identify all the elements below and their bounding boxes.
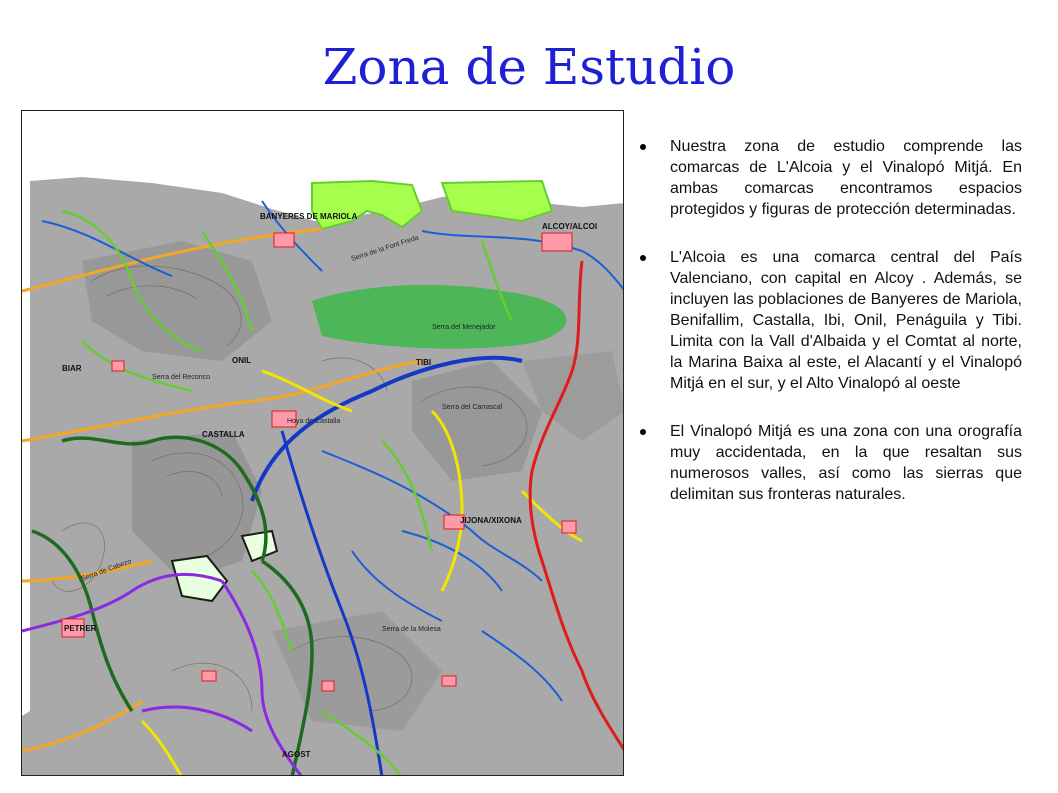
- map-label-banyeres: BANYERES DE MARIOLA: [260, 212, 358, 221]
- map-label-hoya: Hoya de Castalla: [287, 418, 341, 425]
- slide-title: Zona de Estudio: [322, 38, 736, 96]
- map-label-menejador: Serra del Menejador: [432, 324, 496, 331]
- bullet-dot-icon: [640, 255, 646, 261]
- map-label-biar: BIAR: [62, 364, 82, 373]
- map-graphic: [22, 111, 624, 776]
- map-label-onil: ONIL: [232, 356, 252, 365]
- map-label-agost: AGOST: [282, 750, 311, 759]
- map-label-jijona: JIJONA/XIXONA: [460, 516, 522, 525]
- map-label-alcoy: ALCOY/ALCOI: [542, 222, 598, 231]
- map-label-molesa: Serra de la Molesa: [382, 626, 441, 633]
- bullet-item: L'Alcoia es una comarca central del País Valenciano, con capital en Alcoy . Además, se incluyen las poblaciones de Banyeres de Mariola, Benifallim, Castalla, Ibi, Onil, Penáguila y Tibi. Limita con la Vall d'Albaida y el Comtat al norte, la Marina Baixa al este, el Alacantí y el Vinalopó Mitjá en el sur, y el Alto Vinalopó al oeste: [638, 247, 1022, 394]
- map-label-carrascal: Serra del Carrascal: [442, 404, 503, 411]
- map-label-castalla: CASTALLA: [202, 430, 245, 439]
- map-label-tibi: TIBI: [416, 358, 432, 367]
- bullet-dot-icon: [640, 144, 646, 150]
- map-label-cabezo: Serra de Cabezo: [80, 558, 133, 583]
- bullet-dot-icon: [640, 429, 646, 435]
- bullet-item: El Vinalopó Mitjá es una zona con una orografía muy accidentada, en la que resaltan sus numerosos valles, así como las sierras que delimitan sus fronteras naturales.: [638, 421, 1022, 505]
- map-label-petrer: PETRER: [64, 624, 97, 633]
- bullet-list: [638, 136, 1022, 532]
- map-label-reconco: Serra del Reconco: [152, 374, 210, 381]
- study-area-map: [21, 110, 624, 776]
- map-label-fontfreda: Serra de la Font Freda: [350, 234, 420, 263]
- bullet-item: Nuestra zona de estudio comprende las comarcas de L'Alcoia y el Vinalopó Mitjá. En ambas comarcas encontramos espacios protegidos y figuras de protección determinadas.: [638, 136, 1022, 220]
